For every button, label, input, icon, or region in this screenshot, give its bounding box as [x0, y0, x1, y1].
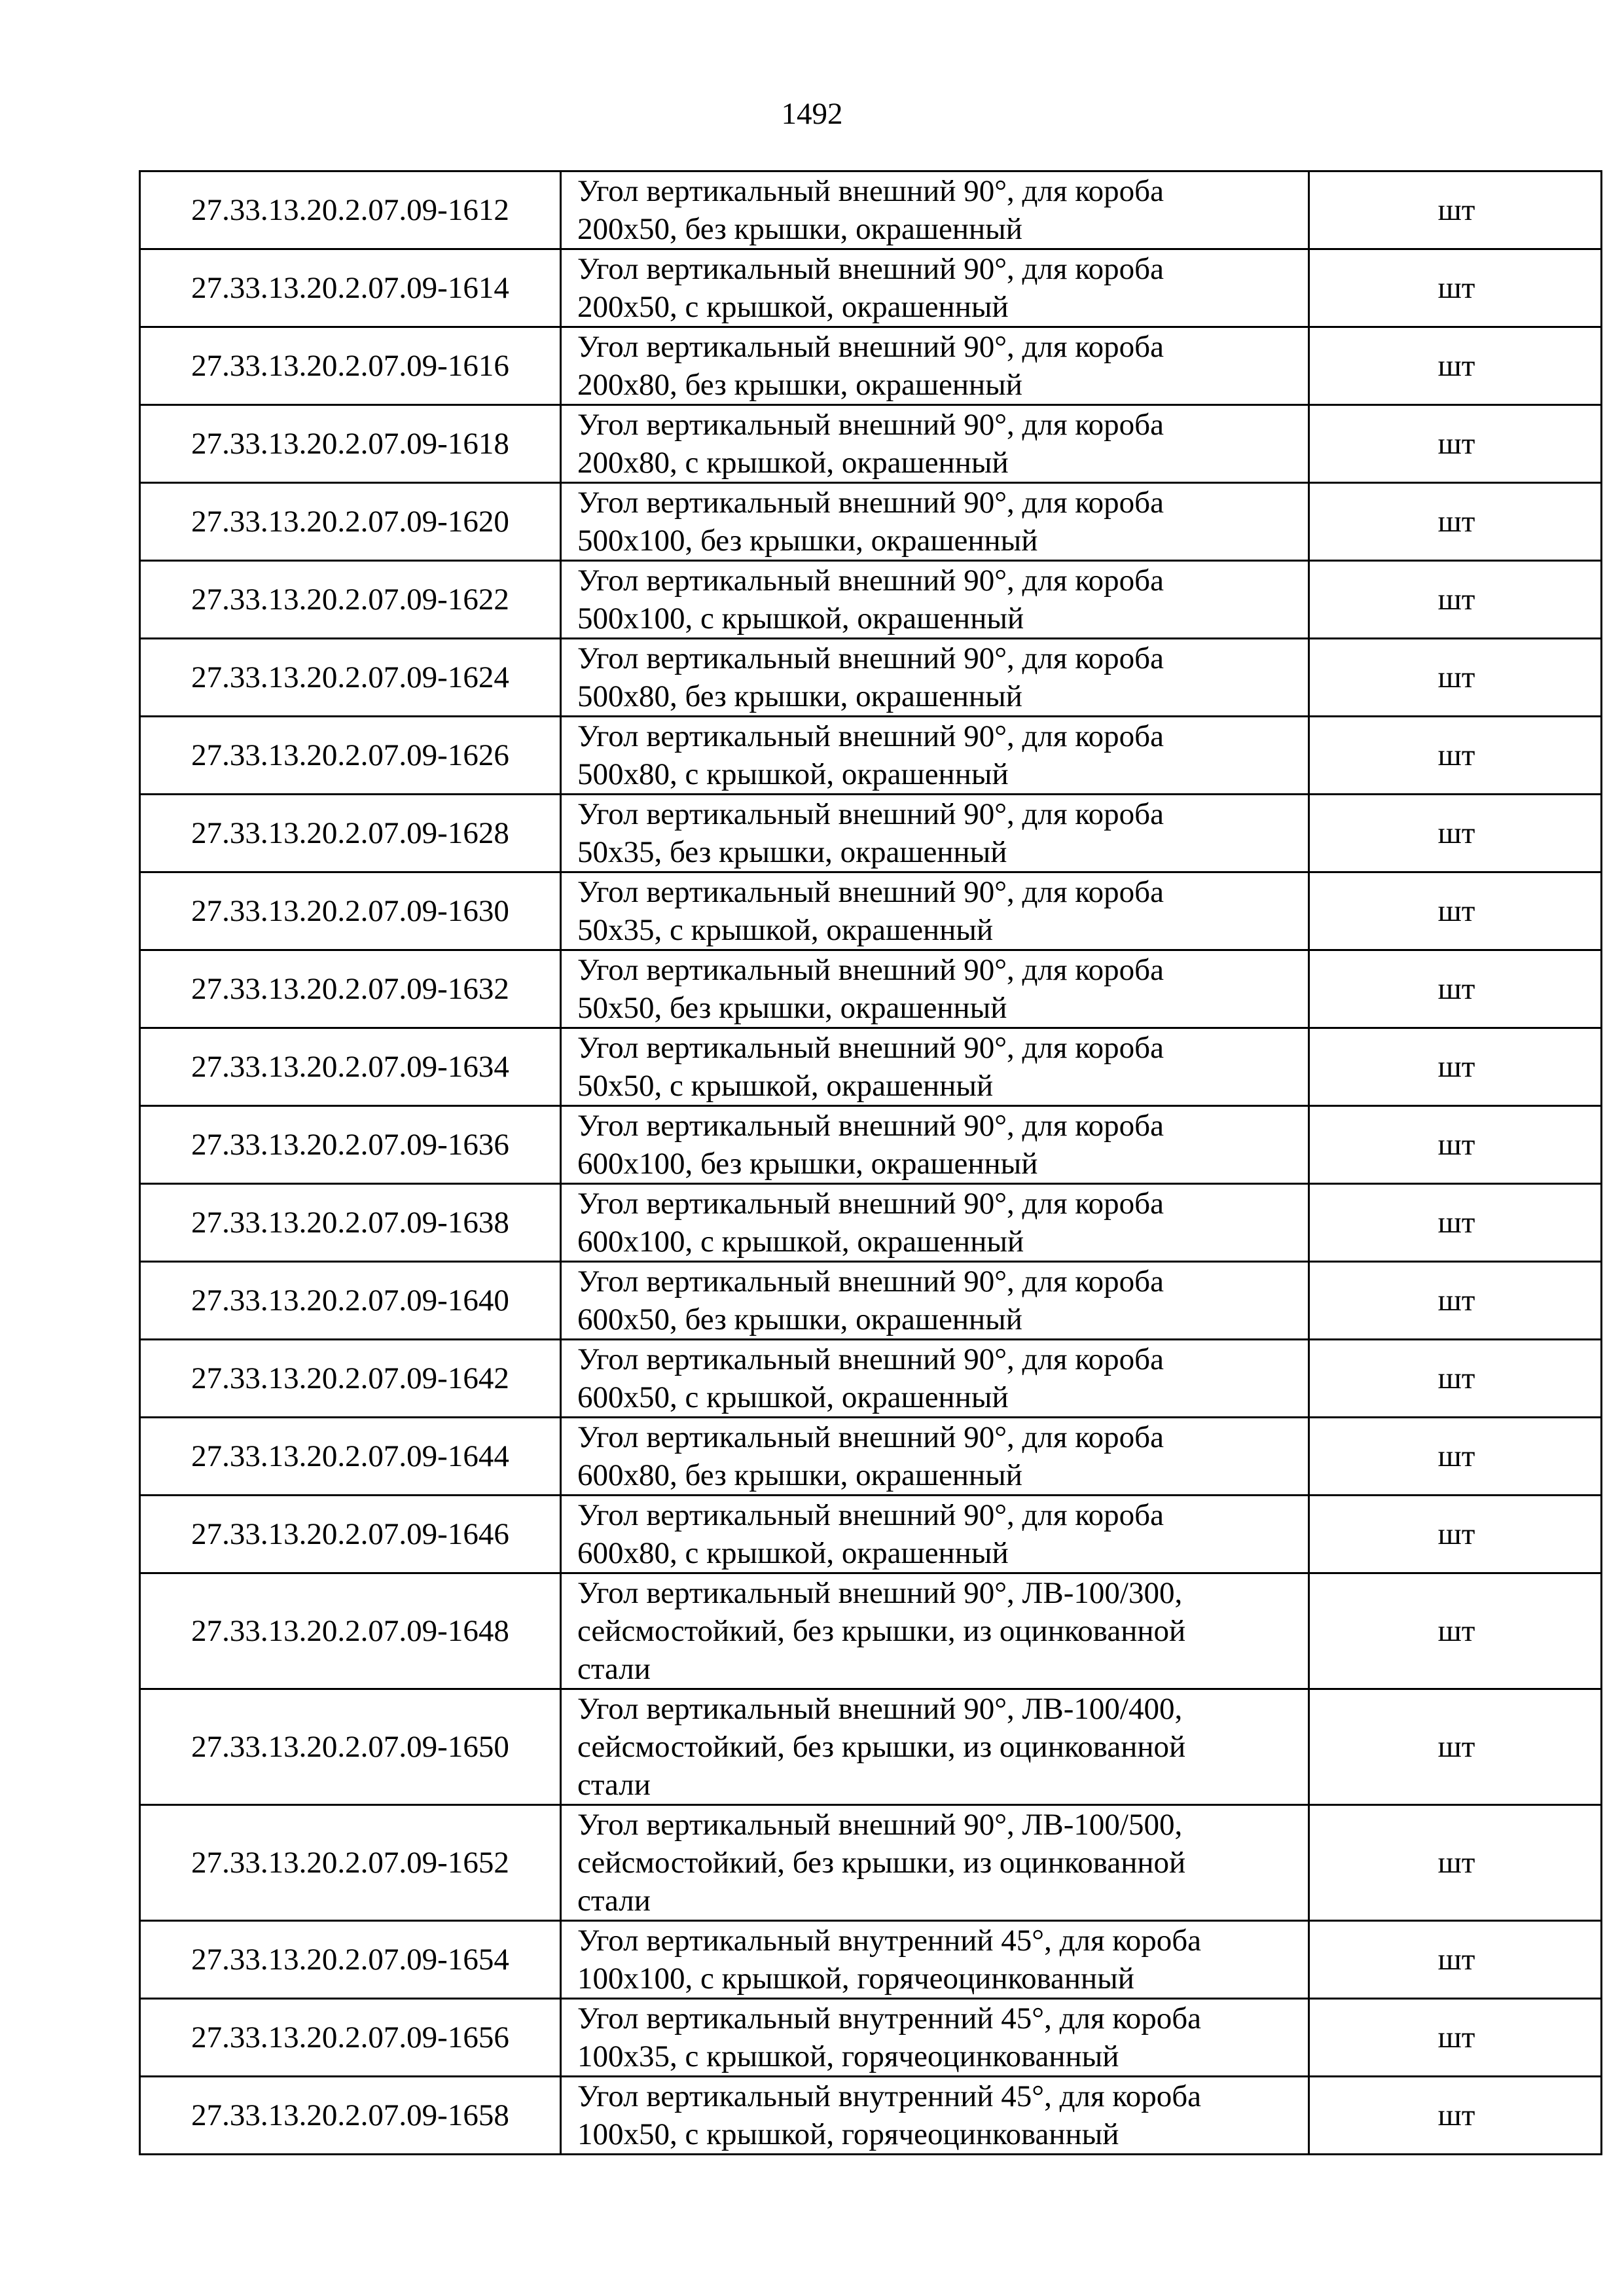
name-line: 600х100, без крышки, окрашенный	[577, 1147, 1038, 1181]
table-row	[140, 872, 1602, 950]
name-cell	[561, 795, 1309, 872]
name-line: 50х35, без крышки, окрашенный	[577, 835, 1007, 869]
name-line: Угол вертикальный внешний 90°, для короба	[577, 1031, 1164, 1065]
name-line: 100х100, с крышкой, горячеоцинкованный	[577, 1962, 1134, 1996]
name-line: Угол вертикальный внешний 90°, для короба	[577, 408, 1164, 442]
unit-cell: шт	[1309, 717, 1602, 795]
table-row	[140, 1418, 1602, 1496]
name-cell	[561, 249, 1309, 327]
name-cell	[561, 561, 1309, 639]
name-line: 50х35, с крышкой, окрашенный	[577, 913, 994, 947]
table-row	[140, 1496, 1602, 1573]
code-cell: 27.33.13.20.2.07.09-1628	[140, 795, 561, 872]
table-row	[140, 483, 1602, 561]
name-line: Угол вертикальный внешний 90°, ЛВ-100/500,	[577, 1808, 1183, 1842]
name-cell	[561, 483, 1309, 561]
code-cell: 27.33.13.20.2.07.09-1656	[140, 1999, 561, 2077]
name-cell	[561, 171, 1309, 249]
code-cell: 27.33.13.20.2.07.09-1636	[140, 1106, 561, 1184]
unit-cell: шт	[1309, 1999, 1602, 2077]
name-cell	[561, 1573, 1309, 1689]
name-line: Угол вертикальный внешний 90°, для короба	[577, 1498, 1164, 1532]
name-line: Угол вертикальный внешний 90°, для короба	[577, 486, 1164, 520]
unit-cell: шт	[1309, 1028, 1602, 1106]
code-cell: 27.33.13.20.2.07.09-1626	[140, 717, 561, 795]
table-row	[140, 405, 1602, 483]
name-line: 200х50, с крышкой, окрашенный	[577, 290, 1009, 324]
code-cell: 27.33.13.20.2.07.09-1614	[140, 249, 561, 327]
unit-cell: шт	[1309, 1184, 1602, 1262]
table-row	[140, 171, 1602, 249]
code-cell: 27.33.13.20.2.07.09-1644	[140, 1418, 561, 1496]
unit-cell: шт	[1309, 2077, 1602, 2155]
name-cell	[561, 950, 1309, 1028]
name-line: Угол вертикальный внешний 90°, для короба	[577, 330, 1164, 364]
code-cell: 27.33.13.20.2.07.09-1654	[140, 1921, 561, 1999]
name-line: Угол вертикальный внешний 90°, для короба	[577, 252, 1164, 286]
unit-cell: шт	[1309, 1573, 1602, 1689]
name-line: 500х80, без крышки, окрашенный	[577, 679, 1022, 713]
unit-cell: шт	[1309, 1689, 1602, 1805]
table-row	[140, 561, 1602, 639]
unit-cell: шт	[1309, 872, 1602, 950]
name-line: 50х50, без крышки, окрашенный	[577, 991, 1007, 1025]
code-cell: 27.33.13.20.2.07.09-1658	[140, 2077, 561, 2155]
table-row	[140, 1805, 1602, 1921]
name-line: Угол вертикальный внутренний 45°, для короба	[577, 2079, 1202, 2113]
name-cell	[561, 1418, 1309, 1496]
code-cell: 27.33.13.20.2.07.09-1616	[140, 327, 561, 405]
table-row	[140, 2077, 1602, 2155]
name-cell	[561, 1999, 1309, 2077]
code-cell: 27.33.13.20.2.07.09-1634	[140, 1028, 561, 1106]
name-line: Угол вертикальный внешний 90°, ЛВ-100/400,	[577, 1692, 1183, 1726]
name-cell	[561, 405, 1309, 483]
unit-cell: шт	[1309, 1262, 1602, 1340]
name-cell	[561, 872, 1309, 950]
name-line: Угол вертикальный внешний 90°, для короба	[577, 875, 1164, 909]
name-cell	[561, 1496, 1309, 1573]
unit-cell: шт	[1309, 327, 1602, 405]
name-line: стали	[577, 1884, 651, 1918]
code-cell: 27.33.13.20.2.07.09-1624	[140, 639, 561, 717]
unit-cell: шт	[1309, 1106, 1602, 1184]
table-row	[140, 249, 1602, 327]
name-cell	[561, 1106, 1309, 1184]
code-cell: 27.33.13.20.2.07.09-1652	[140, 1805, 561, 1921]
name-line: Угол вертикальный внешний 90°, для короба	[577, 174, 1164, 208]
name-cell	[561, 2077, 1309, 2155]
unit-cell: шт	[1309, 1496, 1602, 1573]
name-line: Угол вертикальный внутренний 45°, для короба	[577, 2001, 1202, 2036]
code-cell: 27.33.13.20.2.07.09-1642	[140, 1340, 561, 1418]
name-line: стали	[577, 1652, 651, 1686]
name-line: 200х50, без крышки, окрашенный	[577, 212, 1022, 246]
name-line: стали	[577, 1768, 651, 1802]
name-line: 600х80, без крышки, окрашенный	[577, 1458, 1022, 1492]
table-row	[140, 795, 1602, 872]
name-line: сейсмостойкий, без крышки, из оцинкованной	[577, 1846, 1186, 1880]
unit-cell: шт	[1309, 561, 1602, 639]
name-cell	[561, 1921, 1309, 1999]
name-cell	[561, 1340, 1309, 1418]
name-cell	[561, 1689, 1309, 1805]
name-line: 500х100, с крышкой, окрашенный	[577, 601, 1024, 636]
name-line: 600х50, с крышкой, окрашенный	[577, 1380, 1009, 1414]
name-line: Угол вертикальный внешний 90°, для короба	[577, 1265, 1164, 1299]
catalog-table	[139, 170, 1602, 2155]
name-line: 600х100, с крышкой, окрашенный	[577, 1225, 1024, 1259]
name-line: 100х35, с крышкой, горячеоцинкованный	[577, 2039, 1119, 2073]
name-line: Угол вертикальный внешний 90°, для короба	[577, 1187, 1164, 1221]
table-row	[140, 1262, 1602, 1340]
table-row	[140, 1921, 1602, 1999]
unit-cell: шт	[1309, 405, 1602, 483]
name-line: сейсмостойкий, без крышки, из оцинкованной	[577, 1730, 1186, 1764]
unit-cell: шт	[1309, 1418, 1602, 1496]
page-number: 1492	[781, 97, 843, 131]
name-cell	[561, 1184, 1309, 1262]
name-cell	[561, 717, 1309, 795]
code-cell: 27.33.13.20.2.07.09-1640	[140, 1262, 561, 1340]
name-line: 50х50, с крышкой, окрашенный	[577, 1069, 994, 1103]
name-cell	[561, 327, 1309, 405]
table-row	[140, 1573, 1602, 1689]
name-line: 200х80, без крышки, окрашенный	[577, 368, 1022, 402]
code-cell: 27.33.13.20.2.07.09-1638	[140, 1184, 561, 1262]
name-line: Угол вертикальный внешний 90°, для короба	[577, 1342, 1164, 1376]
name-line: Угол вертикальный внешний 90°, для короба	[577, 1109, 1164, 1143]
name-line: Угол вертикальный внешний 90°, для короба	[577, 953, 1164, 987]
unit-cell: шт	[1309, 950, 1602, 1028]
unit-cell: шт	[1309, 1921, 1602, 1999]
unit-cell: шт	[1309, 483, 1602, 561]
table-row	[140, 717, 1602, 795]
table-row	[140, 1340, 1602, 1418]
unit-cell: шт	[1309, 249, 1602, 327]
table-row	[140, 1106, 1602, 1184]
unit-cell: шт	[1309, 171, 1602, 249]
table-row	[140, 1999, 1602, 2077]
code-cell: 27.33.13.20.2.07.09-1622	[140, 561, 561, 639]
unit-cell: шт	[1309, 1805, 1602, 1921]
unit-cell: шт	[1309, 1340, 1602, 1418]
name-line: Угол вертикальный внешний 90°, для короба	[577, 797, 1164, 831]
code-cell: 27.33.13.20.2.07.09-1620	[140, 483, 561, 561]
name-line: Угол вертикальный внешний 90°, для короба	[577, 564, 1164, 598]
table-row	[140, 639, 1602, 717]
name-line: 600х80, с крышкой, окрашенный	[577, 1536, 1009, 1570]
name-line: 500х100, без крышки, окрашенный	[577, 524, 1038, 558]
name-line: сейсмостойкий, без крышки, из оцинкованной	[577, 1614, 1186, 1648]
code-cell: 27.33.13.20.2.07.09-1612	[140, 171, 561, 249]
name-line: Угол вертикальный внешний 90°, для короба	[577, 1420, 1164, 1454]
name-cell	[561, 1028, 1309, 1106]
name-line: 200х80, с крышкой, окрашенный	[577, 446, 1009, 480]
table-row	[140, 950, 1602, 1028]
name-line: 600х50, без крышки, окрашенный	[577, 1302, 1022, 1336]
unit-cell: шт	[1309, 639, 1602, 717]
name-cell	[561, 639, 1309, 717]
name-cell	[561, 1262, 1309, 1340]
name-line: Угол вертикальный внешний 90°, для короба	[577, 641, 1164, 675]
name-line: 100х50, с крышкой, горячеоцинкованный	[577, 2117, 1119, 2151]
code-cell: 27.33.13.20.2.07.09-1648	[140, 1573, 561, 1689]
code-cell: 27.33.13.20.2.07.09-1646	[140, 1496, 561, 1573]
code-cell: 27.33.13.20.2.07.09-1650	[140, 1689, 561, 1805]
name-line: Угол вертикальный внутренний 45°, для короба	[577, 1924, 1202, 1958]
table-body	[140, 171, 1602, 2155]
code-cell: 27.33.13.20.2.07.09-1632	[140, 950, 561, 1028]
table-row	[140, 1689, 1602, 1805]
code-cell: 27.33.13.20.2.07.09-1618	[140, 405, 561, 483]
name-cell	[561, 1805, 1309, 1921]
name-line: Угол вертикальный внешний 90°, ЛВ-100/300,	[577, 1576, 1183, 1610]
unit-cell: шт	[1309, 795, 1602, 872]
table-row	[140, 327, 1602, 405]
name-line: Угол вертикальный внешний 90°, для короба	[577, 719, 1164, 753]
table-row	[140, 1028, 1602, 1106]
code-cell: 27.33.13.20.2.07.09-1630	[140, 872, 561, 950]
table-row	[140, 1184, 1602, 1262]
name-line: 500х80, с крышкой, окрашенный	[577, 757, 1009, 791]
